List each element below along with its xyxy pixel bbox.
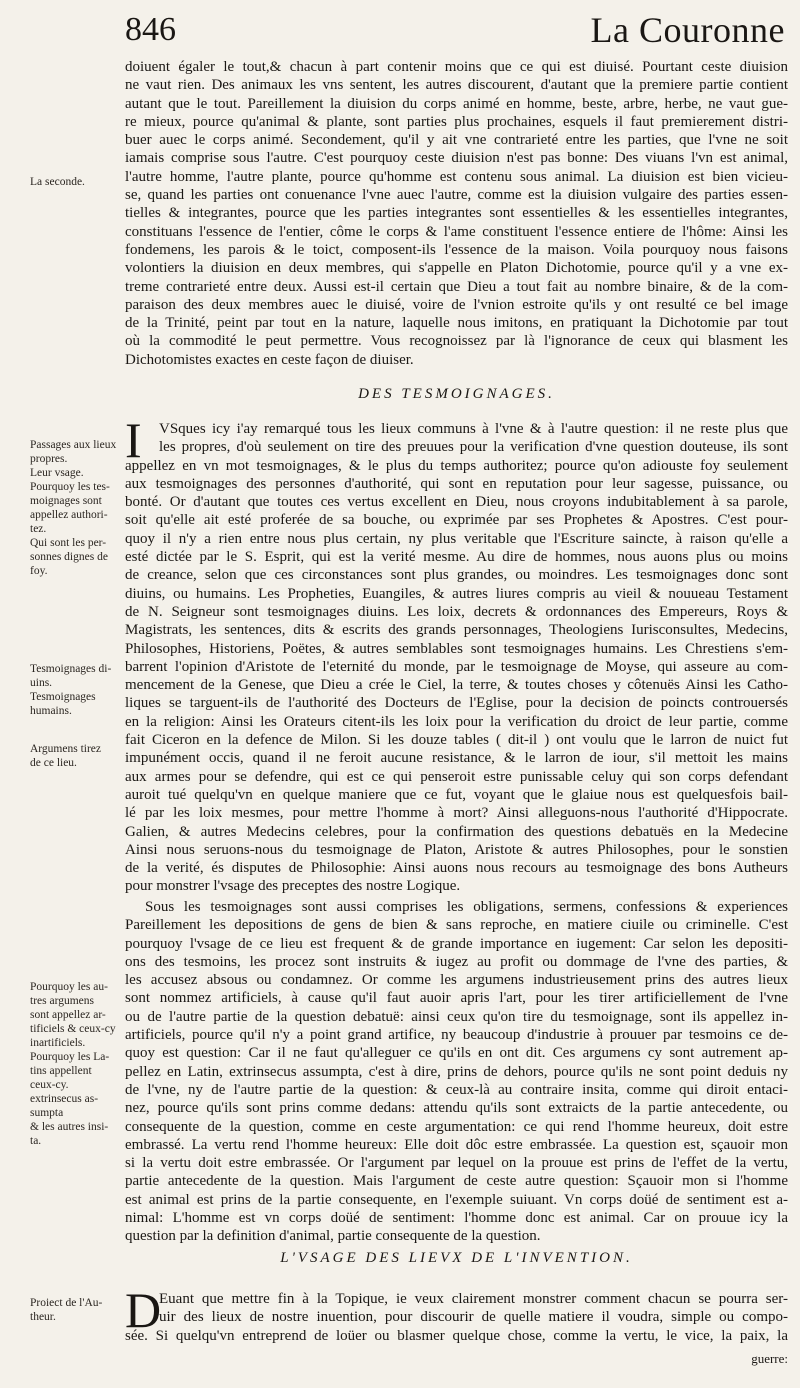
text-line: re mieux, pource qu'animal & plante, sont parties plus prochaines, esquels il faut premierement distri- <box>125 113 788 130</box>
text-line: buer auec le corps animé. Secondement, qu'il y ait vne contrarieté entre les parties, que l'vne ne soit <box>125 132 788 149</box>
text-line: quoy il n'y a rien entre nous plus certain, ny plus veritable que l'Escriture saincte, à raison qu'elle a <box>125 530 788 547</box>
text-line: de la Trinité, peint par tout en la nature, laquelle nous imitons, en pratiquant la Dichotomie par tout <box>125 315 788 332</box>
margin-note-line: inartificiels. <box>30 1037 86 1049</box>
text-line: consequente de la question, comme en ceste argumentation: ce qui rend l'homme heureux, doit estre <box>125 1118 788 1135</box>
margin-note-line: La seconde. <box>30 176 85 188</box>
text-line: soit qu'elle ait esté proferée de sa bouche, ou exprimée par ses Prophetes & Apostres. C'est pour- <box>125 512 788 529</box>
margin-note-line: ta. <box>30 1135 42 1147</box>
margin-note-line: appellez authori- <box>30 509 108 521</box>
margin-note-line: foy. <box>30 565 48 577</box>
text-line: uir des lieux de nostre inuention, pour discourir de quelle matiere il voudra, simple ou compo- <box>159 1309 788 1326</box>
margin-note-line: tificiels & ceux-cy <box>30 1023 116 1035</box>
text-line: VSques icy i'ay remarqué tous les lieux communs à l'vne & à l'autre question: il ne reste plus que <box>159 421 788 437</box>
margin-note-line: moignages sont <box>30 495 102 507</box>
text-line: question par la definition d'animal, partie consequente de la question. <box>125 1228 541 1245</box>
page-header <box>125 10 785 54</box>
text-line: ou de l'autre partie de la question debatuë: ainsi ceux qu'on tire du tesmoignage, sont ils appellez in- <box>125 1008 788 1025</box>
margin-note-line: ceux-cy. <box>30 1079 69 1091</box>
text-line: iamais comprise sous l'autre. C'est pourquoy ceste diuision n'est pas bonne: Des viuans l'vn est animal, <box>125 150 788 167</box>
margin-note-line: sont appellez ar- <box>30 1009 106 1021</box>
margin-note-argumens <box>30 742 122 770</box>
margin-note-line: Tesmoignages <box>30 691 96 703</box>
margin-note-line: Leur vsage. <box>30 467 84 479</box>
text-line: les propres, d'où seulement on tire des preuues pour la verification d'vne question douteuse, ils sont <box>159 439 788 456</box>
margin-note-line: Passages aux lieux <box>30 439 117 451</box>
drop-cap: D <box>125 1282 162 1338</box>
drop-cap: I <box>125 412 142 468</box>
section-heading-usage-des-lieux: L'VSAGE DES LIEVX DE L'INVENTION. <box>280 1250 633 1266</box>
text-block-usage <box>125 1282 788 1345</box>
text-line: doiuent égaler le tout,& chacun à part contenir moins que ce qui est diuisé. Pourtant ceste diuision <box>125 59 788 75</box>
text-line: mencement de la Genese, que Dieu a crée le Ciel, la terre, & toutes choses y côtenuës Ainsi les Catho- <box>125 677 788 694</box>
margin-note-pourquoy <box>30 980 122 1148</box>
text-line: diuins, ou humains. Les Propheties, Euangiles, & autres liures compris au vieil & nouueau Testament <box>125 585 788 602</box>
text-line: quoy est question: Car il ne faut qu'alleguer ce qu'ils en ont dit. Ces argumens cy sont autrement ap- <box>125 1045 788 1062</box>
text-line: nimal: L'homme est vn corps doüé de sentiment: l'homme donc est animal. Car on prouue icy la <box>125 1210 788 1227</box>
margin-note-line: tins appellent <box>30 1065 92 1077</box>
margin-note-line: uins. <box>30 677 53 689</box>
margin-note-line: Tesmoignages di- <box>30 663 112 675</box>
text-line: impunément occis, quand il ne feroit aucune resistance, & le larron de iour, s'il mettoit les mains <box>125 750 788 767</box>
text-line: si la vertu doit estre embrassée. Or l'argument par lequel on la prouue est prins de l'effet de la vertu, <box>125 1155 788 1172</box>
text-line: Pareillement les depositions de gens de bien & sans reproche, en matiere ciuile ou criminelle. C'est <box>125 917 788 934</box>
text-line: Euant que mettre fin à la Topique, ie veux clairement monstrer comment chacun se pourra ser- <box>159 1291 788 1307</box>
text-line: esté dictée par le S. Esprit, qui est la verité mesme. Au dire de hommes, nous auons plus ou moins <box>125 549 788 566</box>
text-line: Dichotomistes exactes en ceste façon de diuiser. <box>125 351 414 368</box>
text-line: Ainsi nous seruons-nous du tesmoignage de Platon, Aristote & autres Philosophes, pour le sonstien <box>125 841 788 858</box>
text-line: tielles & integrantes, pource que les parties integrantes sont essentielles & les essentielles integrantes, <box>125 205 788 222</box>
text-line: pour monstrer l'vsage des preceptes des nostre Logique. <box>125 878 461 895</box>
margin-note-tesmoignages <box>30 662 122 718</box>
text-line: de N. Seigneur sont tesmoignages diuins. Les loix, decrets & ordonnances des Empereurs, Roys & <box>125 603 788 620</box>
text-line: partie antecedente de la question. Mais l'argument de ceste autre question: Sçauoir mon si l'homme <box>125 1173 788 1190</box>
catchword <box>125 1350 788 1368</box>
text-line: pellez en Latin, extrinsecus assumpta, c'est à dire, prins de dehors, pource qu'ils ne sont point deduis ny <box>125 1063 788 1080</box>
margin-note-line: Qui sont les per- <box>30 537 107 549</box>
text-line: de l'vne, ny de l'autre partie de la question: & ceux-là au contraire insita, comme qui diroit entaci- <box>125 1081 788 1098</box>
text-line: Sous les tesmoignages sont aussi comprises les obligations, sermens, confessions & experiences <box>145 899 788 915</box>
text-line: barrent l'opinion d'Aristote de l'eternité du monde, par le tesmoignage de Moyse, qui asseure au com- <box>125 658 788 675</box>
text-line: embrassé. La vertu rend l'homme heureux: Elle doit dôc estre embrassée. La question est, sçauoir mon <box>125 1136 788 1153</box>
text-line: paraison des deux membres auec le diuisé, voire de l'vnion estroite qu'ils y ont resulté ce bel image <box>125 296 788 313</box>
margin-note-line: & les autres insi- <box>30 1121 109 1133</box>
text-line: aux tesmoignages des personnes d'authorité, qui sont en reputation pour leur sagesse, puissance, ou <box>125 475 788 492</box>
text-line: bonté. Or d'autant que toutes ces vertus excellent en Dieu, nous croyons indubitablement à sa parole, <box>125 494 788 511</box>
text-line: les accusez absous ou condamnez. Or comme les argumens industrieusement prins des autres lieux <box>125 972 788 989</box>
margin-note-line: Argumens tirez <box>30 743 102 755</box>
text-line: où la commodité le peut permettre. Vous recognoissez par là l'ignorance de ceux qui blasment les <box>125 333 788 350</box>
text-line: Magistrats, les sentences, dits & escrits des grands personnages, Theologiens Iurisconsultes, Medecins, <box>125 622 788 639</box>
text-line: de la verité, és disputes de Philosophie: Ainsi auons nous recours au tesmoignage des bons Autheurs <box>125 860 788 877</box>
margin-note-line: propres. <box>30 453 68 465</box>
text-line: auroit tué quelqu'vn en quelque maniere que ce fut, voyant que le glaiue nous est quelquesfois bail- <box>125 786 788 803</box>
text-line: artificiels, pource qu'il n'y a point grand artifice, ny beaucoup d'industrie à prouuer par tesmoins ce de- <box>125 1027 788 1044</box>
margin-note-line: Pourquoy les au- <box>30 981 108 993</box>
text-line: ons des tesmoins, les procez sont instruits & iugez au profit ou dommage de l'vne des parties, & <box>125 953 788 970</box>
running-title: La Couronne <box>590 10 785 50</box>
page-number: 846 <box>125 11 176 48</box>
text-line: treme contrarieté entre deux. Aussi est-il certain que Dieu a tout fait au nombre binaire, & de la com- <box>125 278 788 295</box>
text-line: volontiers la diuision en deux membres, qui s'appelle en Platon Dichotomie, pource qu'il y a vne ex- <box>125 260 788 277</box>
catchword-text: guerre: <box>751 1351 788 1366</box>
text-line: appellez en vn mot tesmoignages, & le plus du temps authoritez; pource qu'on adiouste foy seulement <box>125 457 788 474</box>
text-line: Philosophes, Historiens, Poëtes, & autres semblables sont tesmoignages humains. Les Chrestiens s'em- <box>125 640 788 657</box>
text-block-division <box>125 58 788 369</box>
text-line: autant que le tout. Pareillement la diuision du corps animé en homme, beste, arbre, herbe, ne vaut gue- <box>125 95 788 112</box>
text-block-tesmoignages <box>125 412 788 896</box>
margin-note-line: tres argumens <box>30 995 94 1007</box>
margin-note-line: sumpta <box>30 1107 64 1119</box>
margin-note-line: de ce lieu. <box>30 757 77 769</box>
text-line: lé par les loix mesmes, pour mettre l'homme à mort? Ainsi alleguons-nous l'authorité d'Hippocrate. <box>125 805 788 822</box>
section-heading-tesmoignages: DES TESMOIGNAGES. <box>358 386 555 402</box>
text-line: ne vaut rien. Des animaux les vns sentent, les autres discourent, d'autant que la premiere partie contient <box>125 77 788 94</box>
margin-note-line: sonnes dignes de <box>30 551 108 563</box>
margin-note-la-seconde <box>30 175 122 189</box>
margin-note-line: theur. <box>30 1311 56 1323</box>
text-line: fondemens, les parois & le toict, composent-ils l'essence de la maison. Voila pourquoy nous faisons <box>125 241 788 258</box>
text-line: pourquoy l'vsage de ce lieu est frequent & de grande importance en iugement: Car selon les depositi- <box>125 935 788 952</box>
margin-note-passages <box>30 438 122 578</box>
text-line: aux armes pour se defendre, qui est ce qui penseroit estre punissable celuy qui son corps defendant <box>125 768 788 785</box>
text-line: se, quand les parties ont conuenance l'vne auec l'autre, comme est la diuision vulgaire des parties essen- <box>125 187 788 204</box>
text-line: de creance, selon que ces circonstances sont plus grandes, ou moindres. Les tesmoignages donc sont <box>125 567 788 584</box>
text-line: sée. Si quelqu'vn entreprend de loüer ou blasmer quelque chose, comme la vertu, le vice, la paix, la <box>125 1327 788 1344</box>
text-line: est animal est prins de la partie consequente, en l'exemple suiuant. Vn corps doüé de sentiment est a- <box>125 1191 788 1208</box>
text-line: Galien, & autres Medecins celebres, pour la confirmation des questions debatuës en la Medecine <box>125 823 788 840</box>
text-line: fait Ciceron en la defence de Milon. Si les douze tables ( dit-il ) ont voulu que le larron de nuict fut <box>125 732 788 749</box>
text-line: en la religion: Ainsi les Orateurs citent-ils les loix pour la verification du droict de leur partie, comme <box>125 713 788 730</box>
margin-note-line: extrinsecus as- <box>30 1093 99 1105</box>
text-block-sous-les-tesmoignages <box>125 898 788 1246</box>
margin-note-line: Pourquoy les La- <box>30 1051 110 1063</box>
margin-note-proiect <box>30 1296 122 1324</box>
margin-note-line: Proiect de l'Au- <box>30 1297 103 1309</box>
text-line: l'autre homme, l'autre plante, pource qu'homme est contenu sous animal. La diuision est bien vicieu- <box>125 168 788 185</box>
text-line: liques se targuent-ils de l'authorité des Docteurs de l'Eglise, pour la decision de poincts controuersés <box>125 695 788 712</box>
margin-note-line: humains. <box>30 705 72 717</box>
text-line: sont nommez artificiels, à cause qu'il faut auoir apris l'art, pour les tirer artificiellement de l'vne <box>125 990 788 1007</box>
margin-note-line: Pourquoy les tes- <box>30 481 110 493</box>
text-line: constituans l'essence de l'entier, côme le corps & l'ame constituent l'essence entiere de l'hôme: Ainsi les <box>125 223 788 240</box>
text-line: nez, pource qu'ils sont prins comme dedans: attendu qu'ils sont extraicts de la partie antecedente, ou <box>125 1100 788 1117</box>
margin-note-line: tez. <box>30 523 47 535</box>
